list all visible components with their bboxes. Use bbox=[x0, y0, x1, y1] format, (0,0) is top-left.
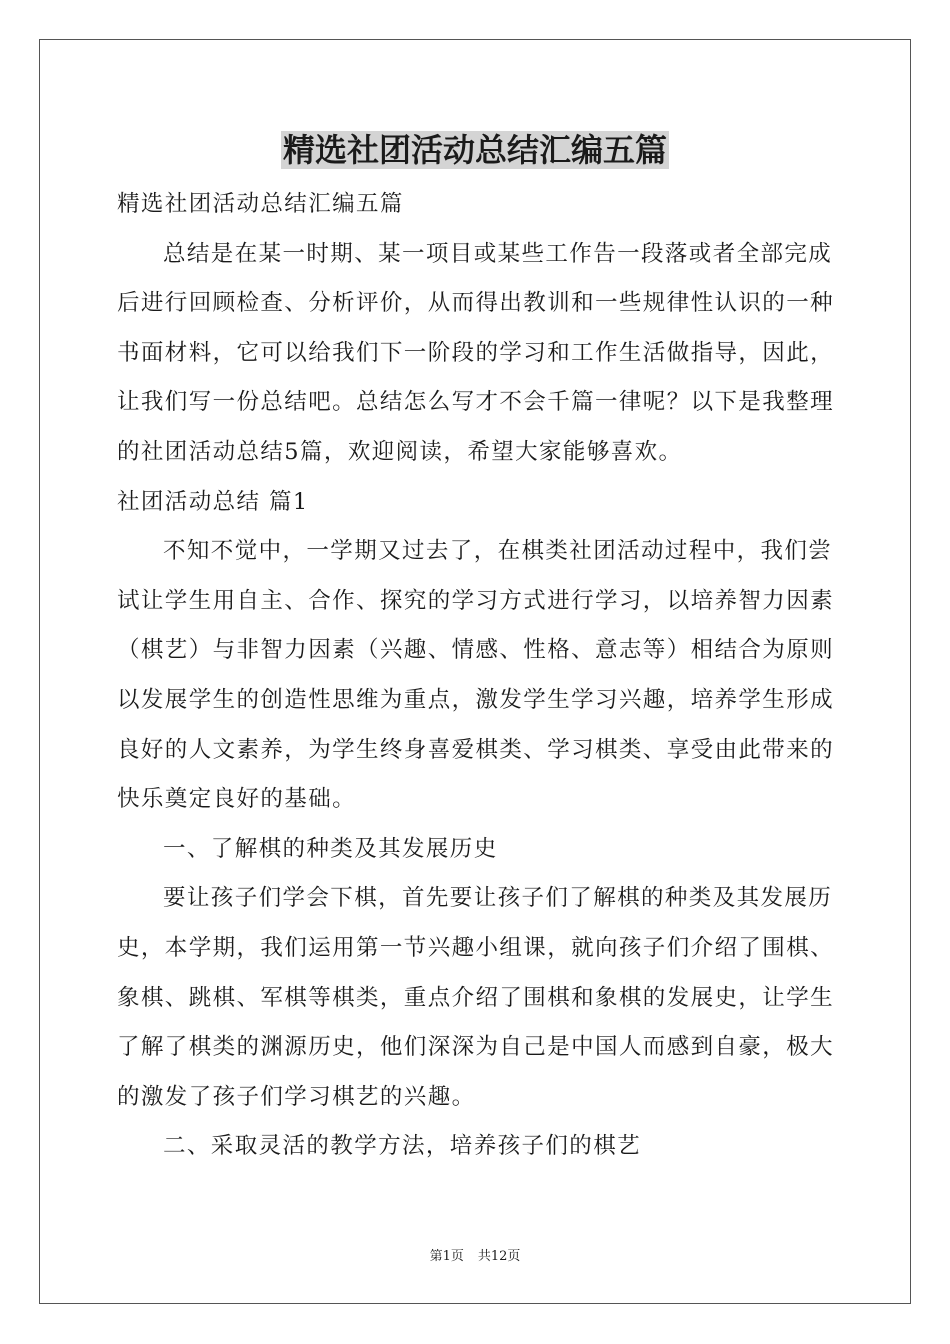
text-line: 后进行回顾检查、分析评价，从而得出教训和一些规律性认识的一种 bbox=[117, 290, 835, 317]
text-line: 要让孩子们学会下棋，首先要让孩子们了解棋的种类及其发展历 bbox=[163, 885, 833, 912]
text-line: 社团活动总结 篇1 bbox=[117, 488, 309, 515]
document-body bbox=[117, 180, 833, 1172]
text-line: 良好的人文素养，为学生终身喜爱棋类、学习棋类、享受由此带来的 bbox=[117, 736, 835, 763]
document-title bbox=[0, 128, 950, 172]
text-line: 了解了棋类的渊源历史，他们深深为自己是中国人而感到自豪，极大 bbox=[117, 1034, 835, 1061]
text-line: 一、了解棋的种类及其发展历史 bbox=[163, 835, 498, 862]
text-line: 快乐奠定良好的基础。 bbox=[117, 786, 357, 813]
page-total: 共12页 bbox=[477, 1249, 521, 1264]
text-line: 的激发了孩子们学习棋艺的兴趣。 bbox=[117, 1083, 476, 1110]
text-line: （棋艺）与非智力因素（兴趣、情感、性格、意志等）相结合为原则 bbox=[117, 637, 835, 664]
text-line: 书面材料，它可以给我们下一阶段的学习和工作生活做指导，因此， bbox=[117, 339, 835, 366]
text-line: 不知不觉中，一学期又过去了，在棋类社团活动过程中，我们尝 bbox=[163, 538, 833, 565]
document-title-text: 精选社团活动总结汇编五篇 bbox=[282, 131, 667, 169]
text-line: 史，本学期，我们运用第一节兴趣小组课，就向孩子们介绍了围棋、 bbox=[117, 934, 835, 961]
page-number: 第1页 bbox=[429, 1249, 464, 1264]
text-line: 二、采取灵活的教学方法，培养孩子们的棋艺 bbox=[163, 1133, 642, 1160]
text-line: 总结是在某一时期、某一项目或某些工作告一段落或者全部完成 bbox=[163, 240, 833, 267]
page-footer bbox=[0, 1248, 950, 1266]
text-line: 象棋、跳棋、军棋等棋类，重点介绍了围棋和象棋的发展史，让学生 bbox=[117, 984, 835, 1011]
text-line: 精选社团活动总结汇编五篇 bbox=[117, 191, 404, 217]
text-line: 让我们写一份总结吧。总结怎么写才不会千篇一律呢？以下是我整理 bbox=[117, 389, 835, 416]
text-line: 以发展学生的创造性思维为重点，激发学生学习兴趣，培养学生形成 bbox=[117, 686, 835, 713]
text-line: 的社团活动总结5篇，欢迎阅读，希望大家能够喜欢。 bbox=[117, 438, 683, 465]
text-line: 试让学生用自主、合作、探究的学习方式进行学习，以培养智力因素 bbox=[117, 587, 835, 614]
